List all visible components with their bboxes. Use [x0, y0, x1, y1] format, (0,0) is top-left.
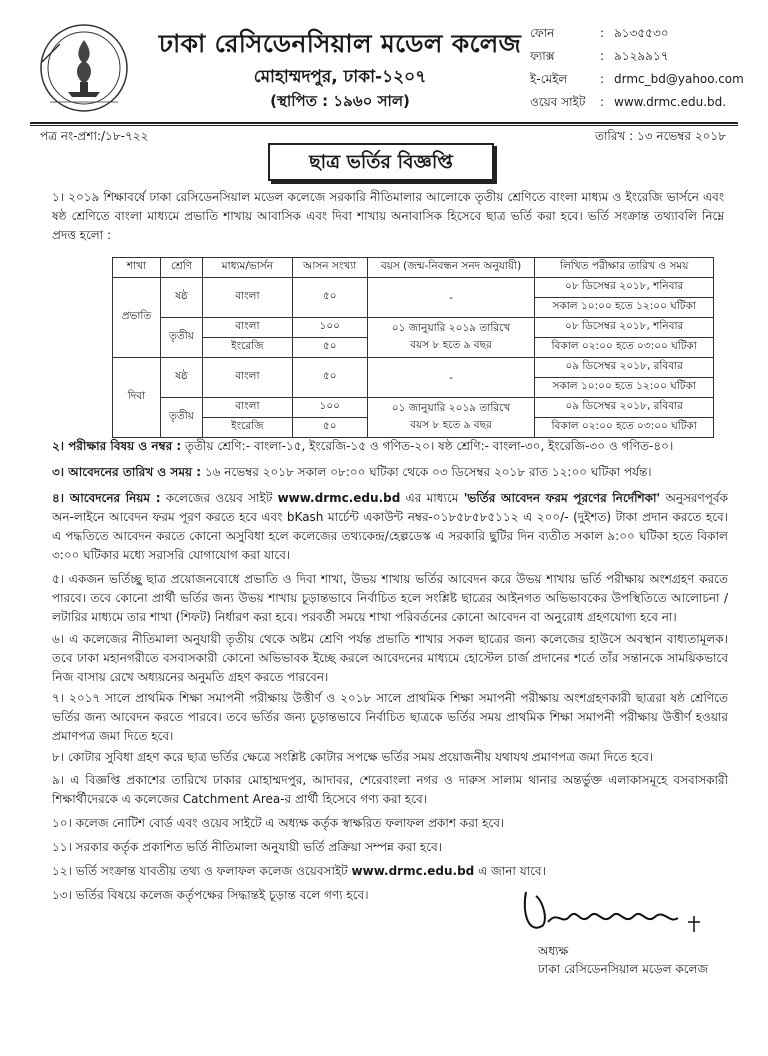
signer-title: অধ্যক্ষ	[538, 944, 569, 958]
contact-label: ফোন	[530, 26, 555, 40]
exam-time-cell: সকাল ১০:০০ হতে ১২:০০ ঘটিকা	[535, 298, 714, 318]
header-cell: আসন সংখ্যা	[292, 258, 367, 278]
item-exam-subjects	[52, 437, 728, 456]
contact-value[interactable]: drmc_bd@yahoo.com	[614, 72, 744, 86]
college-established: (স্থাপিত : ১৯৬০ সাল)	[270, 92, 410, 110]
item-hostel-rule: ৬। এ কলেজের নীতিমালা অনুযায়ী তৃতীয় থেকে অষ্টম শ্রেণি পর্যন্ত প্রভাতি শাখার সকল ছাত্রের জন্য কলেজের হাউসে অবস্থান বাধ্যতামূলক। তবে ঢাকা মহানগরীতে বসবাসকারী কোনো অভিভাবক ইচ্ছে করলে আবেদনের মাধ্যমে হোস্টেল চার্জ প্রদানের শর্তে তাঁর সন্তানকে সাময়িকভাবে নিজ বাসায় রেখে অধ্যয়নের অনুমতি গ্রহণ করতে পারবেন।	[52, 632, 728, 684]
reference-number: পত্র নং-প্রশা:/১৮-৭২২	[40, 129, 149, 143]
exam-date-cell: ০৯ ডিসেম্বর ২০১৮, রবিবার	[535, 398, 714, 418]
contact-label: ফ্যাক্স	[530, 49, 555, 63]
medium-cell: বাংলা	[202, 398, 292, 418]
item-application-date	[52, 463, 728, 482]
item-label: ৩। আবেদনের তারিখ ও সময় :	[52, 465, 202, 479]
item-text: এ জানা যাবে।	[474, 864, 546, 878]
class-cell: তৃতীয়	[160, 318, 202, 358]
header-divider-thin	[30, 125, 738, 126]
header-cell: শাখা	[113, 258, 161, 278]
item-text: তৃতীয় শ্রেণি:- বাংলা-১৫, ইংরেজি-১৫ ও গণিত-২০। ষষ্ঠ শ্রেণি:- বাংলা-৩০, ইংরেজি-৩০ ও গণিত-৪০।	[181, 439, 674, 453]
table-row	[113, 318, 714, 338]
item-application-rules	[52, 489, 728, 565]
medium-cell: ইংরেজি	[202, 418, 292, 438]
principal-signature-icon	[518, 882, 718, 942]
item-label: ৪। আবেদনের নিয়ম :	[52, 491, 161, 505]
exam-time-cell: বিকাল ০২:০০ হতে ০৩:০০ ঘটিকা	[535, 338, 714, 358]
contact-block	[530, 22, 760, 114]
age-cell: -	[367, 358, 535, 398]
website-link[interactable]: www.drmc.edu.bd	[277, 491, 401, 505]
notice-date: তারিখ : ১৩ নভেম্বর ২০১৮	[594, 129, 726, 143]
contact-label: ই-মেইল	[530, 72, 568, 86]
table-header-row	[113, 258, 714, 278]
item-text: ১২। ভর্তি সংক্রান্ত যাবতীয় তথ্য ও ফলাফল কলেজ ওয়েবসাইট	[52, 864, 352, 878]
exam-date-cell: ০৮ ডিসেম্বর ২০১৮, শনিবার	[535, 318, 714, 338]
class-cell: ষষ্ঠ	[160, 278, 202, 318]
medium-cell: বাংলা	[202, 278, 292, 318]
seats-cell: ৫০	[292, 418, 367, 438]
medium-cell: বাংলা	[202, 358, 292, 398]
contact-value: ৯১২৯৯১৭	[614, 49, 669, 63]
item-text: কলেজের ওয়েব সাইট	[160, 491, 278, 505]
contact-label: ওয়েব সাইট	[530, 95, 586, 109]
contact-value: ৯১৩৫৫৩০	[614, 26, 669, 40]
contact-email: ই-মেইল : drmc_bd@yahoo.com	[530, 68, 760, 91]
item-psc-requirement: ৭। ২০১৭ সালে প্রাথমিক শিক্ষা সমাপনী পরীক্ষায় উত্তীর্ণ ও ২০১৮ সালে প্রাথমিক শিক্ষা সমাপনী পরীক্ষায় অংশগ্রহণকারী ছাত্ররা ষষ্ঠ শ্রেণিতে ভর্তির জন্য আবেদন করতে পারবে। তবে ভর্তির জন্য চূড়ান্তভাবে নির্বাচিত ছাত্রকে ভর্তির সময় প্রাথমিক শিক্ষা সমাপনী পরীক্ষায় উত্তীর্ণ হওয়ার প্রমাণপত্র জমা দিতে হবে।	[52, 691, 728, 743]
notice-title: ছাত্র ভর্তির বিজ্ঞপ্তি	[268, 143, 494, 181]
item-policy: ১১। সরকার কর্তৃক প্রকাশিত ভর্তি নীতিমালা অনুযায়ী ভর্তি প্রক্রিয়া সম্পন্ন করা হবে।	[52, 840, 443, 854]
age-line: বয়স ৮ হতে ৯ বছর	[410, 338, 492, 351]
guide-title: 'ভর্তির আবেদন ফরম পূরণের নির্দেশিকা'	[463, 491, 661, 505]
exam-time-cell: সকাল ১০:০০ হতে ১২:০০ ঘটিকা	[535, 378, 714, 398]
table-row	[113, 358, 714, 378]
website-link[interactable]: www.drmc.edu.bd	[351, 864, 475, 878]
age-line: ০১ জানুয়ারি ২০১৯ তারিখে	[391, 321, 511, 334]
item-catchment-area: ৯। এ বিজ্ঞপ্তি প্রকাশের তারিখে ঢাকার মোহাম্মদপুর, আদাবর, শেরেবাংলা নগর ও দারুস সালাম থানার অন্তর্ভুক্ত এলাকাসমূহে বসবাসকারী শিক্ষার্থীদেরকে এ কলেজের Catchment Area-র প্রার্থী হিসেবে গণ্য করা হবে।	[52, 773, 728, 806]
college-logo-icon	[38, 22, 130, 114]
intro-paragraph: ১। ২০১৯ শিক্ষাবর্ষে ঢাকা রেসিডেনসিয়াল মডেল কলেজে সরকারি নীতিমালার আলোকে তৃতীয় শ্রেণিতে বাংলা মাধ্যম ও ইংরেজি ভার্সনে এবং ষষ্ঠ শ্রেণিতে বাংলা মাধ্যমে প্রভাতি শাখায় আবাসিক এবং দিবা শাখায় অনাবাসিক হিসেবে ছাত্র ভর্তি করা হবে। ভর্তি সংক্রান্ত তথ্যাবলি নিম্নে প্রদত্ত হলো :	[52, 190, 724, 242]
item-quota: ৮। কোটার সুবিধা গ্রহণ করে ছাত্র ভর্তির ক্ষেত্রে সংশ্লিষ্ট কোটার সপক্ষে ভর্তির সময় প্রয়োজনীয় যথাযথ প্রমাণপত্র জমা দিতে হবে।	[52, 750, 654, 764]
age-line: বয়স ৮ হতে ৯ বছর	[410, 418, 492, 431]
header-divider	[30, 122, 738, 124]
header-cell: শ্রেণি	[160, 258, 202, 278]
item-text: ১৬ নভেম্বর ২০১৮ সকাল ০৮:০০ ঘটিকা থেকে ০৩ ডিসেম্বর ২০১৮ রাত ১২:০০ ঘটিকা পর্যন্ত।	[201, 465, 652, 479]
class-cell: ষষ্ঠ	[160, 358, 202, 398]
contact-website: ওয়েব সাইট : www.drmc.edu.bd.	[530, 91, 760, 114]
age-cell	[367, 318, 535, 358]
age-cell	[367, 398, 535, 438]
item-both-shifts: ৫। একজন ভর্তিচ্ছু ছাত্র প্রয়োজনবোধে প্রভাতি ও দিবা শাখা, উভয় শাখায় ভর্তির আবেদন করে উভয় শাখায় ভর্তি পরীক্ষায় অংশগ্রহণ করতে পারবে। তবে কোনো প্রার্থী ভর্তির জন্য উভয় শাখায় চূড়ান্তভাবে নির্বাচিত হলে সংশ্লিষ্ট ছাত্রের আইনগত অভিভাবকের উপস্থিতিতে আলোচনা /লটারির মাধ্যমে তার শাখা (শিফট) নির্ধারণ করা হবে। পরবর্তী সময়ে শাখা পরিবর্তনের কোনো আবেদন বা অনুরোধ গ্রহণযোগ্য হবে না।	[52, 572, 728, 624]
header-cell: বয়স (জন্ম-নিবন্ধন সনদ অনুযায়ী)	[367, 258, 535, 278]
medium-cell: বাংলা	[202, 318, 292, 338]
item-text: এর মাধ্যমে	[400, 491, 464, 505]
table-row	[113, 398, 714, 418]
age-cell: -	[367, 278, 535, 318]
signer-organization: ঢাকা রেসিডেনসিয়াল মডেল কলেজ	[538, 962, 709, 976]
shift-cell: প্রভাতি	[113, 278, 161, 358]
exam-time-cell: বিকাল ০২:০০ হতে ০৩:০০ ঘটিকা	[535, 418, 714, 438]
exam-date-cell: ০৯ ডিসেম্বর ২০১৮, রবিবার	[535, 358, 714, 378]
class-cell: তৃতীয়	[160, 398, 202, 438]
age-line: ০১ জানুয়ারি ২০১৯ তারিখে	[391, 401, 511, 414]
shift-cell: দিবা	[113, 358, 161, 438]
header-cell: লিখিত পরীক্ষার তারিখ ও সময়	[535, 258, 714, 278]
seats-cell: ৫০	[292, 338, 367, 358]
medium-cell: ইংরেজি	[202, 338, 292, 358]
item-website-info	[52, 862, 728, 881]
seats-cell: ৫০	[292, 358, 367, 398]
college-address: মোহাম্মদপুর, ঢাকা-১২০৭	[253, 67, 427, 87]
item-label: ২। পরীক্ষার বিষয় ও নম্বর :	[52, 439, 182, 453]
college-name: ঢাকা রেসিডেনসিয়াল মডেল কলেজ	[158, 29, 522, 58]
item-text: অনুসরণপূর্বক অন-লাইনে আবেদন ফরম পূরণ করতে হবে এবং bKash মার্চেন্ট একাউন্ট নম্বর-০১৮৫৮৫৮৫১১২ এ ২০০/- (দুইশত) টাকা প্রদান করতে হবে। এ পদ্ধতিতে আবেদন করতে কোনো অসুবিধা হলে কলেজের তথ্যকেন্দ্র/হেল্পডেস্ক এ সরকারি ছুটির দিন ব্যতীত সকাল ৯:০০ ঘটিকা হতে বিকাল ৩:০০ ঘটিকার মধ্যে সরাসরি যোগাযোগ করা যাবে।	[52, 491, 729, 562]
contact-fax: ফ্যাক্স : ৯১২৯৯১৭	[530, 45, 760, 68]
admission-table	[112, 257, 714, 438]
contact-phone: ফোন : ৯১৩৫৫৩০	[530, 22, 760, 45]
item-final-decision: ১৩। ভর্তির বিষয়ে কলেজ কর্তৃপক্ষের সিদ্ধান্তই চূড়ান্ত বলে গণ্য হবে।	[52, 888, 369, 902]
exam-date-cell: ০৮ ডিসেম্বর ২০১৮, শনিবার	[535, 278, 714, 298]
seats-cell: ৫০	[292, 278, 367, 318]
table-row	[113, 278, 714, 298]
contact-value[interactable]: www.drmc.edu.bd.	[614, 95, 727, 109]
seats-cell: ১০০	[292, 318, 367, 338]
seats-cell: ১০০	[292, 398, 367, 418]
header-cell: মাধ্যম/ভার্সন	[202, 258, 292, 278]
item-result-publication: ১০। কলেজ নোটিশ বোর্ড এবং ওয়েব সাইটে এ অধ্যক্ষ কর্তৃক স্বাক্ষরিত ফলাফল প্রকাশ করা হবে।	[52, 816, 505, 830]
